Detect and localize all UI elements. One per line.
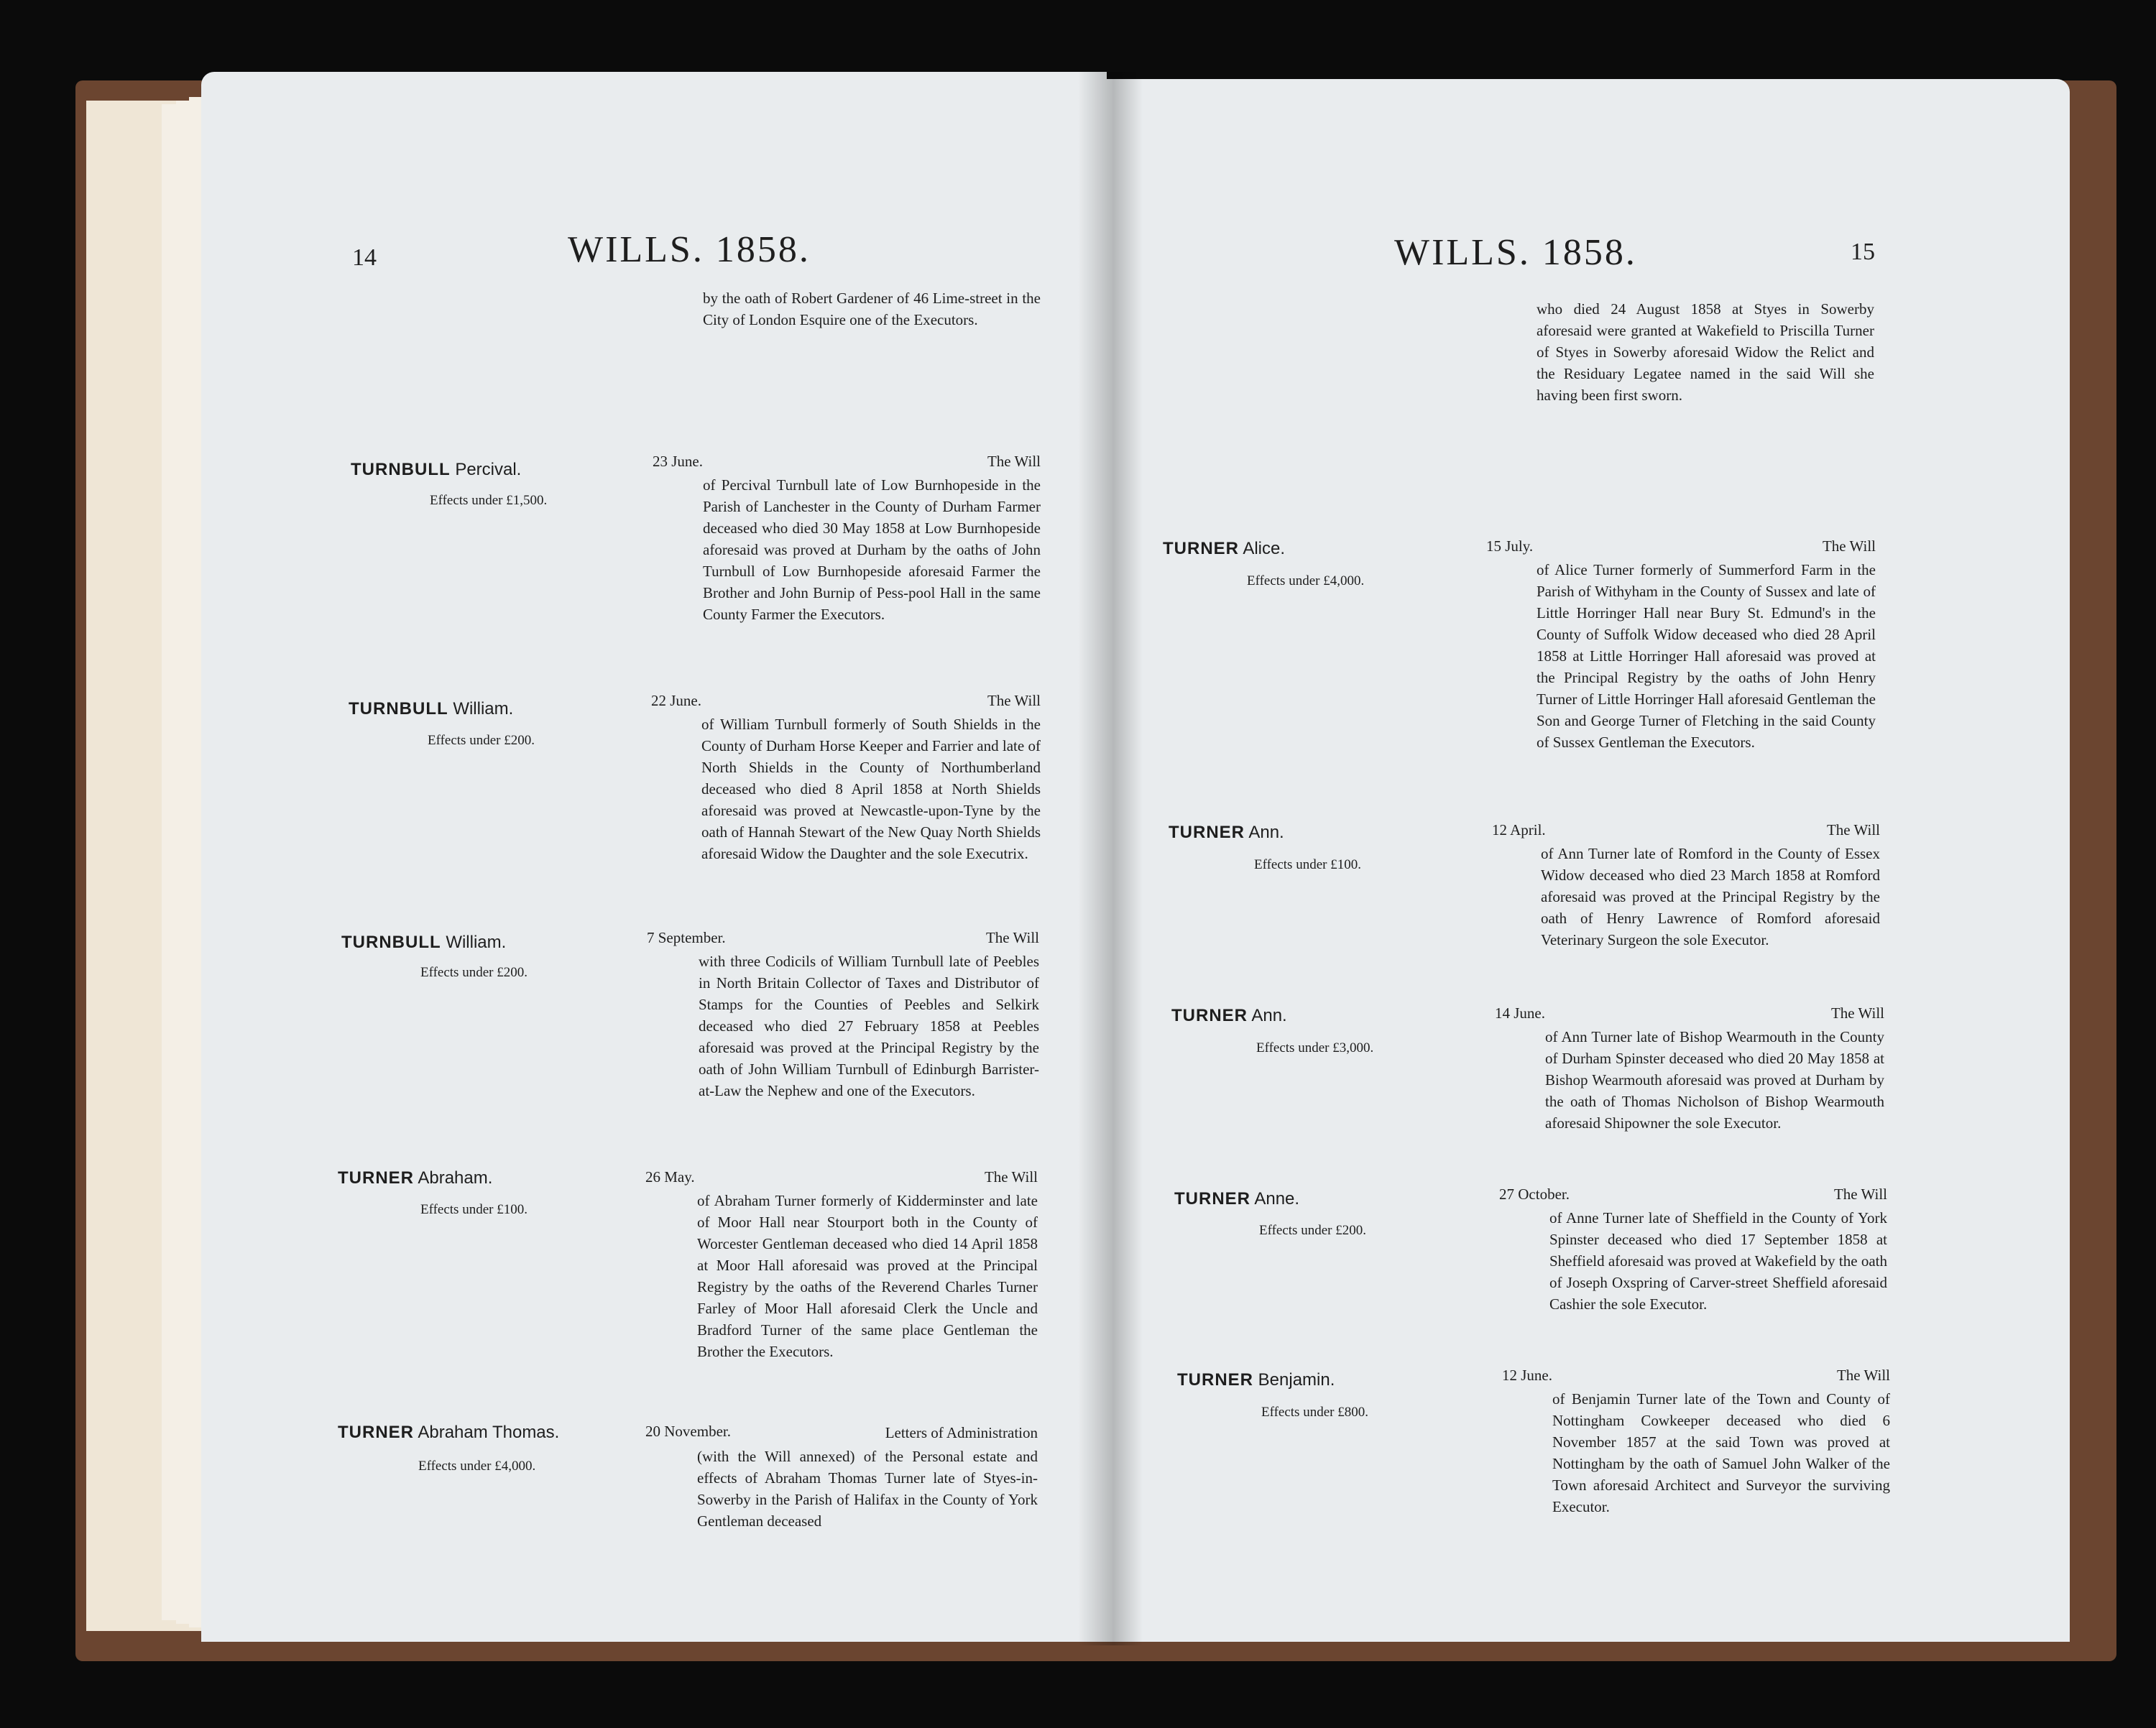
entry-text: of Anne Turner late of Sheffield in the County of York Spinster deceased who died 17 September 1858 at Sheffield aforesaid was proved at Wakefield by the oath of Joseph Oxspring of Carver-street Sheffield aforesaid Cashier the sole Executor. <box>1549 1209 1887 1313</box>
entry-effects: Effects under £3,000. <box>1256 1040 1374 1055</box>
page-header: WILLS. 1858. <box>568 229 811 270</box>
entry-date: 23 June. <box>653 453 703 470</box>
page-number: 15 <box>1851 239 1875 265</box>
page-header: WILLS. 1858. <box>1394 232 1637 273</box>
entry-text: of William Turnbull formerly of South Shields in the County of Durham Horse Keeper and Farrier and late of North Shields in the County of Northumberland deceased who died 8 April 1858 at North Shields aforesaid was proved at Newcastle-upon-Tyne by the oath of Hannah Stewart of the New Quay North Shields aforesaid Widow the Daughter and the sole Executrix. <box>701 716 1041 862</box>
entry-text: of Ann Turner late of Romford in the County of Essex Widow deceased who died 23 March 1858 at Romford aforesaid was proved at the Principal Registry by the oath of Henry Lawrence of Romford aforesaid Veterinary Surgeon the sole Executor. <box>1541 845 1880 948</box>
entry-effects: Effects under £4,000. <box>1247 573 1365 588</box>
entry-name: TURNER Ann. <box>1169 823 1284 842</box>
entry-text: of Ann Turner late of Bishop Wearmouth in the County of Durham Spinster deceased who died 20 May 1858 at Bishop Wearmouth aforesaid was proved at Durham by the oath of Thomas Nicholson of Bishop Wearmouth aforesaid Shipowner the sole Executor. <box>1545 1028 1884 1132</box>
entry-kind: The Will <box>1833 1186 1887 1203</box>
entry-date: 26 May. <box>645 1168 695 1186</box>
book-gutter-shadow <box>1078 72 1143 1645</box>
entry-name: TURNBULL Percival. <box>351 460 522 479</box>
entry-date: 12 April. <box>1492 821 1546 838</box>
entry-effects: Effects under £200. <box>428 733 535 748</box>
page-number: 14 <box>352 244 377 271</box>
entry-name: TURNER Anne. <box>1174 1189 1300 1209</box>
entry-date: 14 June. <box>1495 1004 1545 1022</box>
entry-text: of Alice Turner formerly of Summerford Farm in the Parish of Withyham in the County of Sussex and late of Little Horringer Hall near Bury St. Edmund's in the County of Suffolk Widow deceased who died 28 April 1858 at Little Horringer Hall aforesaid was proved at the Principal Registry by the oaths of John Henry Turner of Little Horringer Hall aforesaid Gentleman the Son and George Turner of Fletching in the said County of Sussex Gentleman the Executors. <box>1537 561 1876 751</box>
entry-text: of Benjamin Turner late of the Town and County of Nottingham Cowkeeper deceased who died 6 November 1857 at the said Town was proved at Nottingham by the oath of Samuel John Walker of the Town aforesaid Architect and Surveyor the surviving Executor. <box>1552 1390 1890 1515</box>
entry-effects: Effects under £100. <box>1254 857 1361 872</box>
entry-date: 20 November. <box>645 1423 731 1440</box>
entry-effects: Effects under £4,000. <box>418 1459 536 1474</box>
entry-kind: Letters of Administration <box>885 1424 1038 1441</box>
entry-name: TURNER Ann. <box>1171 1006 1287 1025</box>
page-edges <box>162 104 178 1620</box>
entry-date: 22 June. <box>651 692 701 709</box>
page-edges <box>176 101 190 1624</box>
entry-kind: The Will <box>987 453 1041 470</box>
entry-text: (with the Will annexed) of the Personal estate and effects of Abraham Thomas Turner late of Styes-in-Sowerby in the Parish of Halifax in the County of York Gentleman deceased <box>697 1448 1038 1530</box>
entry-text: with three Codicils of William Turnbull late of Peebles in North Britain Collector of Taxes and Distributor of Stamps for the Counties of Peebles and Selkirk deceased who died 27 February 1858 at Peebles aforesaid was proved at the Principal Registry by the oath of John William Turnbull of Edinburgh Barrister-at-Law the Nephew and one of the Executors. <box>699 953 1039 1099</box>
entry-name: TURNBULL William. <box>341 933 507 952</box>
entry-effects: Effects under £800. <box>1261 1405 1368 1420</box>
entry-effects: Effects under £1,500. <box>430 493 548 508</box>
continuation-text: who died 24 August 1858 at Styes in Sowerby aforesaid were granted at Wakefield to Priscilla Turner of Styes in Sowerby aforesaid Widow the Relict and the Residuary Legatee named in the said Will she having been first sworn. <box>1537 300 1874 404</box>
entry-kind: The Will <box>985 929 1039 946</box>
left-page <box>201 72 1107 1642</box>
entry-kind: The Will <box>1830 1004 1884 1022</box>
entry-name: TURNER Benjamin. <box>1177 1370 1335 1390</box>
entry-name: TURNER Abraham. <box>338 1168 493 1188</box>
entry-kind: The Will <box>987 692 1041 709</box>
entry-kind: The Will <box>1822 537 1876 555</box>
entry-name: TURNBULL William. <box>349 699 514 719</box>
continuation-text: by the oath of Robert Gardener of 46 Lime-street in the City of London Esquire one of the Executors. <box>703 290 1041 328</box>
entry-effects: Effects under £200. <box>420 965 528 980</box>
entry-date: 12 June. <box>1502 1367 1552 1384</box>
right-page <box>1107 79 2070 1642</box>
entry-text: of Abraham Turner formerly of Kidderminster and late of Moor Hall near Stourport both in the County of Worcester Gentleman deceased who died 14 April 1858 at Moor Hall aforesaid was proved at the Principal Registry by the oaths of the Reverend Charles Turner Farley of Moor Hall aforesaid Clerk the Uncle and Bradford Turner of the same place Gentleman the Brother the Executors. <box>697 1192 1038 1360</box>
entry-date: 15 July. <box>1486 537 1534 555</box>
entry-name: TURNER Abraham Thomas. <box>338 1423 560 1442</box>
entry-effects: Effects under £200. <box>1259 1223 1366 1238</box>
entry-effects: Effects under £100. <box>420 1202 528 1217</box>
entry-date: 7 September. <box>647 929 726 946</box>
entry-text: of Percival Turnbull late of Low Burnhopeside in the Parish of Lanchester in the County of Durham Farmer deceased who died 30 May 1858 at Low Burnhopeside aforesaid was proved at Durham by the oaths of John Turnbull of Low Burnhopeside aforesaid Farmer the Brother and John Burnip of Pess-pool Hall in the same County Farmer the Executors. <box>703 476 1041 623</box>
entry-date: 27 October. <box>1499 1186 1570 1203</box>
entry-kind: The Will <box>1836 1367 1890 1384</box>
entry-kind: The Will <box>1826 821 1880 838</box>
entry-name: TURNER Alice. <box>1163 539 1286 558</box>
entry-kind: The Will <box>984 1168 1038 1186</box>
